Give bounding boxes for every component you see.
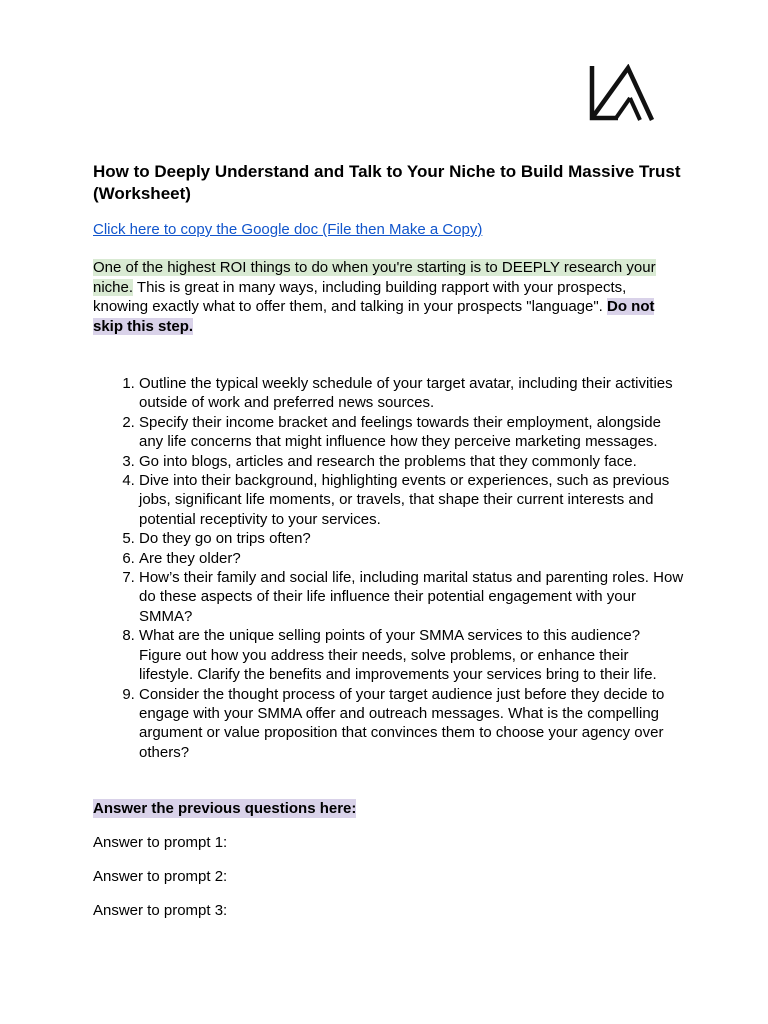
list-item: 7. How’s their family and social life, including marital status and parenting roles. How do these aspects of their life influence their potential engagement with your SMMA? [139,568,685,626]
copy-doc-link[interactable]: Click here to copy the Google doc (File then Make a Copy) [93,221,483,238]
brand-logo-icon [588,64,656,122]
list-item: 3. Go into blogs, articles and research the problems that they commonly face. [139,452,685,471]
list-item: 4. Dive into their background, highlighting events or experiences, such as previous jobs, significant life moments, or travels, that shape their current interests and potential receptivity to your services. [139,471,685,529]
answer-prompt-1[interactable]: Answer to prompt 1: [93,834,228,851]
intro-highlighted-text: One of the highest ROI things to do when you're starting is to DEEPLY research your niche. [93,259,656,296]
answer-prompt-2[interactable]: Answer to prompt 2: [93,868,228,885]
list-item: 8. What are the unique selling points of your SMMA services to this audience? Figure out how you address their needs, solve problems, or enhance their lifestyle. Clarify the benefits and improvements your services bring to their life. [139,626,685,684]
answers-heading: Answer the previous questions here: [93,800,357,817]
intro-paragraph [93,258,685,336]
page-title: How to Deeply Understand and Talk to Your Niche to Build Massive Trust (Worksheet) [93,162,681,203]
list-item: 5. Do they go on trips often? [139,529,685,548]
list-item: 9. Consider the thought process of your target audience just before they decide to engage with your SMMA offer and outreach messages. What is the compelling argument or value proposition that convinces them to choose your agency over others? [139,685,685,763]
intro-body-text: This is great in many ways, including building rapport with your prospects, knowing exactly what to offer them, and talking in your prospects "language". [93,278,627,315]
answer-prompt-3[interactable]: Answer to prompt 3: [93,902,228,919]
research-steps-list [93,374,685,762]
list-item: 1. Outline the typical weekly schedule of your target avatar, including their activities outside of work and preferred news sources. [139,374,685,413]
list-item: 6. Are they older? [139,549,685,568]
list-item: 2. Specify their income bracket and feelings towards their employment, alongside any life concerns that might influence how they perceive marketing messages. [139,413,685,452]
intro-emphasis-text: Do not skip this step. [93,298,655,335]
